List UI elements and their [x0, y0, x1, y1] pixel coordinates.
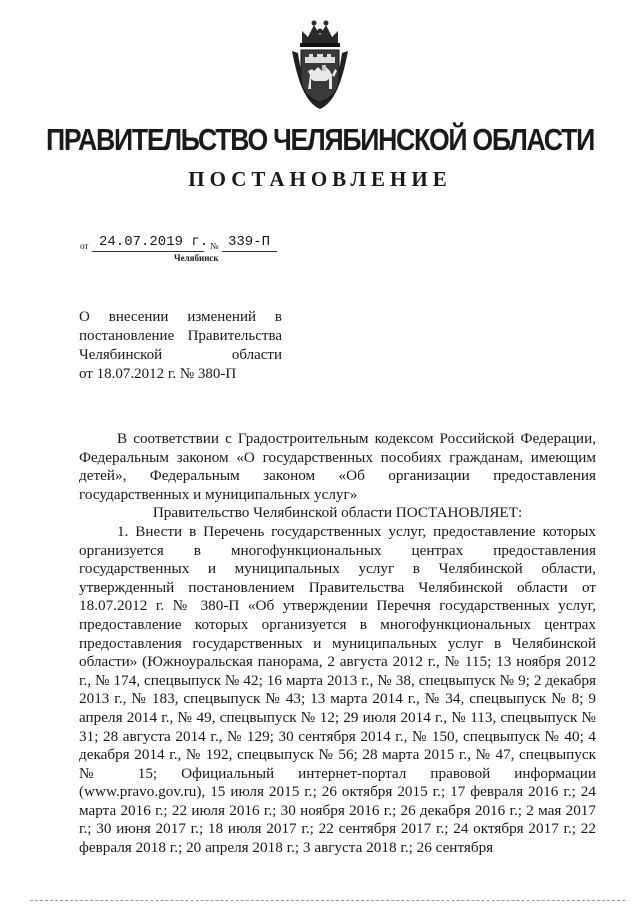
page-edge-divider: [30, 900, 625, 901]
decree-statement: Правительство Челябинской области ПОСТАНОВЛЯЕТ:: [152, 504, 523, 522]
subject-line: от 18.07.2012 г. № 380-П: [79, 366, 237, 382]
document-number: 339-П: [228, 234, 271, 250]
city-label: Челябинск: [174, 253, 219, 263]
subject-line: О внесении изменений в: [79, 309, 282, 325]
document-body: [79, 430, 596, 858]
government-title: ПРАВИТЕЛЬСТВО ЧЕЛЯБИНСКОЙ ОБЛАСТИ: [46, 122, 594, 157]
document-subject: [79, 308, 282, 384]
number-prefix: №: [210, 241, 219, 251]
subject-line: Челябинской области: [79, 347, 282, 363]
paragraph-legal-basis: В соответствии с Градостроительным кодексом Российской Федерации, Федеральным законом «О государственных пособиях гражданам, имеющим детей», Федеральным законом «Об организации предоставления государственных и муниципальных услуг»: [79, 430, 596, 503]
date-underline: [92, 251, 204, 252]
coat-of-arms-icon: [288, 13, 352, 113]
subject-line: постановление Правительства: [79, 328, 282, 344]
date-prefix: от: [80, 241, 89, 251]
number-underline: [222, 251, 277, 252]
document-type: ПОСТАНОВЛЕНИЕ: [188, 167, 452, 191]
document-date: 24.07.2019 г.: [99, 234, 209, 250]
paragraph-item-1: 1. Внести в Перечень государственных услуг, предоставление которых организуется в многофункциональных центрах предоставления государственных и муниципальных услуг в Челябинской области, утвержденный постановлением Правительства Челябинской области от 18.07.2012 г. № 380-П «Об утверждении Перечня государственных услуг, предоставление которых организуется в многофункциональных центрах предоставления государственных и муниципальных услуг в Челябинской области» (Южноуральская панорама, 2 августа 2012 г., № 115; 13 ноября 2012 г., № 174, спецвыпуск № 42; 16 марта 2013 г., № 38, спецвыпуск № 9; 2 декабря 2013 г., № 183, спецвыпуск № 43; 13 марта 2014 г., № 34, спецвыпуск № 8; 9 апреля 2014 г., № 49, спецвыпуск № 12; 29 июля 2014 г., № 113, спецвыпуск № 31; 28 августа 2014 г., № 129; 30 сентября 2014 г., № 150, спецвыпуск № 40; 4 декабря 2014 г., № 192, спецвыпуск № 56; 28 марта 2015 г., № 47, спецвыпуск № 15; Официальный интернет-портал правовой информации (www.pravo.gov.ru), 15 июля 2015 г.; 26 октября 2015 г.; 17 февраля 2016 г.; 24 марта 2016 г.; 22 июля 2016 г.; 30 ноября 2016 г.; 26 декабря 2016 г.; 2 мая 2017 г.; 30 июня 2017 г.; 18 июля 2017 г.; 22 сентября 2017 г.; 24 октября 2017 г.; 22 февраля 2018 г.; 20 апреля 2018 г.; 3 августа 2018 г.; 26 сентября: [79, 522, 596, 857]
